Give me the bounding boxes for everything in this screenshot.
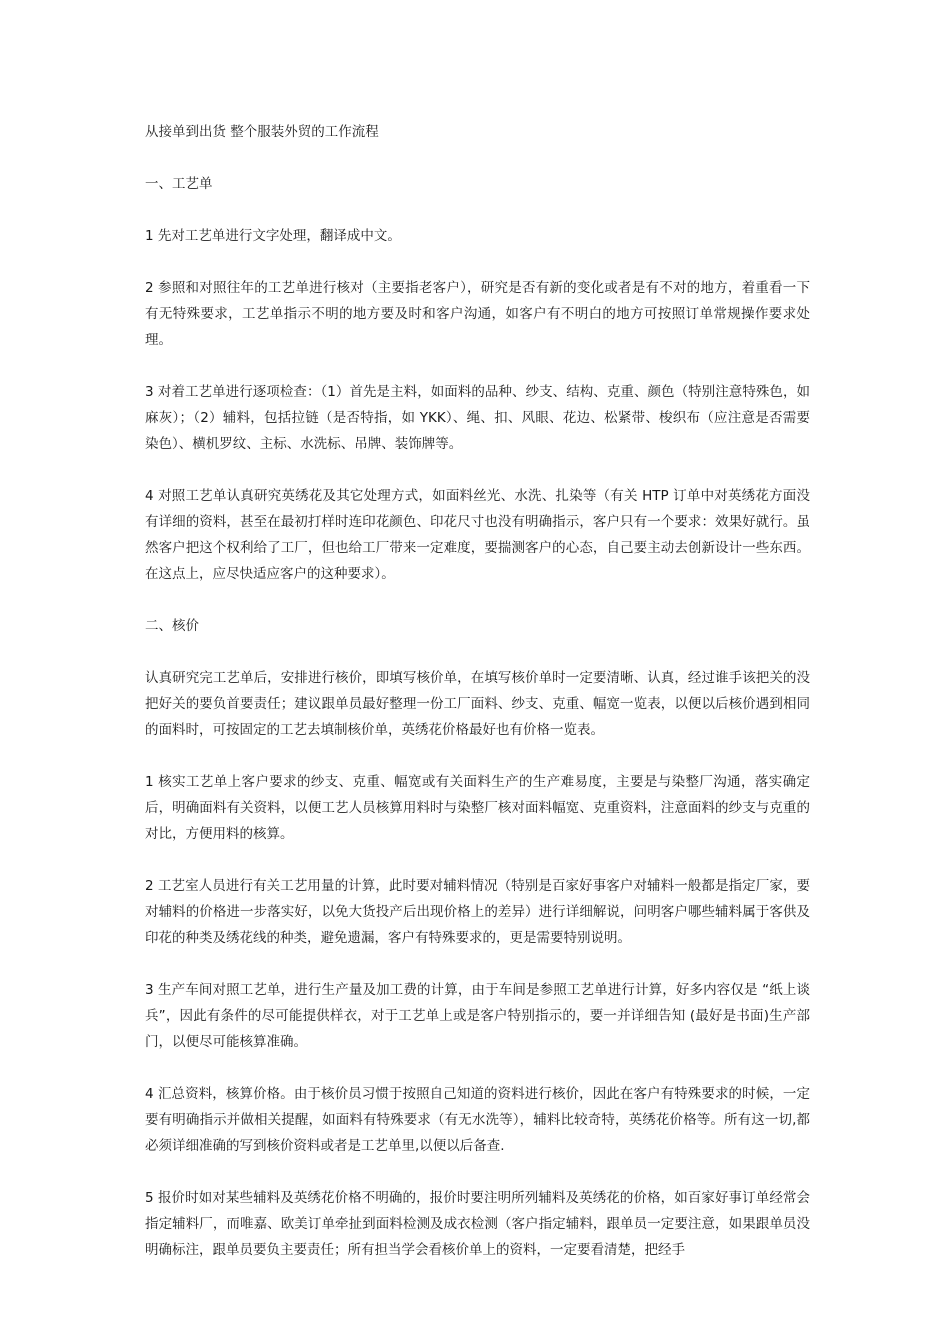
paragraph: 5 报价时如对某些辅料及英绣花价格不明确的，报价时要注明所列辅料及英绣花的价格，如百家好事订单经常会指定辅料厂，而唯嘉、欧美订单牵扯到面料检测及成衣检测（客户指定辅料，跟单员一定要注意，如果跟单员没明确标注，跟单员要负主要责任；所有担当学会看核价单上的资料，一定要看清楚，把经手 <box>145 1190 810 1258</box>
paragraph: 3 对着工艺单进行逐项检查：（1）首先是主料，如面料的品种、纱支、结构、克重、颜色（特别注意特殊色，如麻灰）；（2）辅料，包括拉链（是否特指，如 YKK）、绳、扣、风眼、花边、松紧带、梭织布（应注意是否需要染色）、横机罗纹、主标、水洗标、吊牌、装饰牌等。 <box>145 384 810 452</box>
paragraph: 1 核实工艺单上客户要求的纱支、克重、幅宽或有关面料生产的生产难易度，主要是与染整厂沟通，落实确定后，明确面料有关资料，以便工艺人员核算用料时与染整厂核对面料幅宽、克重资料，注意面料的纱支与克重的对比，方便用料的核算。 <box>145 774 810 842</box>
paragraph: 4 汇总资料，核算价格。由于核价员习惯于按照自己知道的资料进行核价，因此在客户有特殊要求的时候，一定要有明确指示并做相关提醒，如面料有特殊要求（有无水洗等），辅料比较奇特，英绣花价格等。所有这一切,都必须详细准确的写到核价资料或者是工艺单里,以便以后备查. <box>145 1086 810 1154</box>
paragraph: 1 先对工艺单进行文字处理，翻译成中文。 <box>145 228 401 244</box>
section-heading-pricing: 二、核价 <box>145 618 199 634</box>
paragraph: 2 工艺室人员进行有关工艺用量的计算，此时要对辅料情况（特别是百家好事客户对辅料一般都是指定厂家，要对辅料的价格进一步落实好，以免大货投产后出现价格上的差异）进行详细解说，问明客户哪些辅料属于客供及印花的种类及绣花线的种类，避免遗漏，客户有特殊要求的，更是需要特别说明。 <box>145 878 810 946</box>
document-page <box>145 119 810 1289</box>
document-title: 从接单到出货 整个服装外贸的工作流程 <box>145 124 379 140</box>
paragraph: 2 参照和对照往年的工艺单进行核对（主要指老客户），研究是否有新的变化或者是有不对的地方，着重看一下有无特殊要求，工艺单指示不明的地方要及时和客户沟通，如客户有不明白的地方可按照订单常规操作要求处理。 <box>145 280 810 348</box>
section-heading-process-sheet: 一、工艺单 <box>145 176 213 192</box>
paragraph: 4 对照工艺单认真研究英绣花及其它处理方式，如面料丝光、水洗、扎染等（有关 HTP 订单中对英绣花方面没有详细的资料，甚至在最初打样时连印花颜色、印花尺寸也没有明确指示，客户只有一个要求：效果好就行。虽然客户把这个权利给了工厂，但也给工厂带来一定难度，要揣测客户的心态，自己要主动去创新设计一些东西。在这点上，应尽快适应客户的这种要求）。 <box>145 488 810 582</box>
paragraph: 3 生产车间对照工艺单，进行生产量及加工费的计算，由于车间是参照工艺单进行计算，好多内容仅是 “纸上谈兵”，因此有条件的尽可能提供样衣，对于工艺单上或是客户特别指示的，要一并详细告知 (最好是书面)生产部门，以便尽可能核算准确。 <box>145 982 810 1050</box>
paragraph: 认真研究完工艺单后，安排进行核价，即填写核价单，在填写核价单时一定要清晰、认真，经过谁手该把关的没把好关的要负首要责任；建议跟单员最好整理一份工厂面料、纱支、克重、幅宽一览表，以便以后核价遇到相同的面料时，可按固定的工艺去填制核价单，英绣花价格最好也有价格一览表。 <box>145 670 810 738</box>
